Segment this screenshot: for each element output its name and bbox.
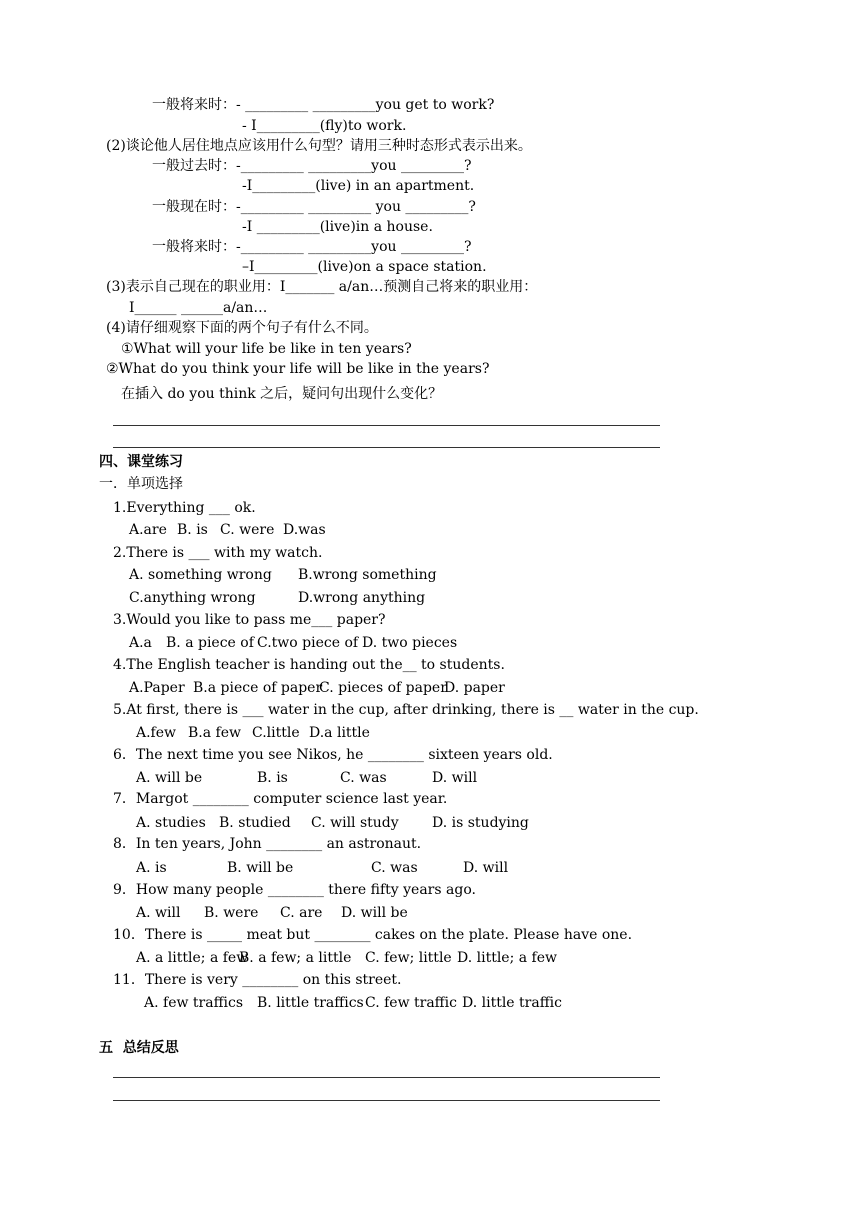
answer-option: A.Paper xyxy=(129,680,185,696)
text-line: ②What do you think your life will be like in the years? xyxy=(106,361,490,377)
answer-option: A.few xyxy=(136,725,177,741)
answer-option: C.two piece of xyxy=(257,635,359,651)
answer-option: D. paper xyxy=(444,680,505,696)
answer-option: D.was xyxy=(283,522,326,538)
text-line: - I_________(fly)to work. xyxy=(242,118,407,134)
answer-option: A. something wrong xyxy=(129,567,272,583)
answer-option: A. is xyxy=(136,860,167,876)
answer-option: B. is xyxy=(177,522,208,538)
answer-option: C.little xyxy=(252,725,300,741)
question-stem: 5.At first, there is ___ water in the cup, after drinking, there is __ water in the cup. xyxy=(113,702,699,718)
answer-option: B. a few; a little xyxy=(239,950,352,966)
answer-option: A.a xyxy=(129,635,152,651)
subsection-heading: 一．单项选择 xyxy=(99,476,183,492)
text-line: I______ ______a/an… xyxy=(129,300,268,316)
answer-option: D.a little xyxy=(309,725,370,741)
answer-option: A. will xyxy=(136,905,181,921)
answer-option: A.are xyxy=(129,522,167,538)
answer-option: D. will be xyxy=(341,905,408,921)
answer-option: C. few traffic xyxy=(365,995,457,1011)
text-line: (2)谈论他人居住地点应该用什么句型？请用三种时态形式表示出来。 xyxy=(106,138,532,154)
answer-option: B.a few xyxy=(188,725,241,741)
answer-line xyxy=(113,447,660,448)
answer-option: B. were xyxy=(204,905,259,921)
answer-option: B. studied xyxy=(219,815,291,831)
answer-option: C. were xyxy=(220,522,275,538)
answer-option: C. few; little xyxy=(365,950,452,966)
answer-option: D. will xyxy=(463,860,509,876)
question-stem: 9．How many people ________ there fifty years ago. xyxy=(113,882,476,898)
answer-option: C. pieces of paper xyxy=(319,680,447,696)
text-line: (3)表示自己现在的职业用：I_______ a/an…预测自己将来的职业用： xyxy=(106,279,538,295)
answer-option: D. two pieces xyxy=(362,635,458,651)
question-stem: 11．There is very ________ on this street. xyxy=(113,972,402,988)
answer-option: D. will xyxy=(432,770,478,786)
answer-option: D. little traffic xyxy=(462,995,562,1011)
answer-option: B. is xyxy=(257,770,288,786)
text-line: 一般将来时：- _________ _________you get to work? xyxy=(152,97,495,113)
answer-line xyxy=(113,425,660,426)
answer-option: D.wrong anything xyxy=(298,590,426,606)
question-stem: 3.Would you like to pass me___ paper? xyxy=(113,612,386,628)
answer-option: C. will study xyxy=(311,815,399,831)
question-stem: 2.There is ___ with my watch. xyxy=(113,545,323,561)
text-line: 一般将来时：-_________ _________you _________? xyxy=(152,239,472,255)
question-stem: 4.The English teacher is handing out the__ to students. xyxy=(113,657,505,673)
question-stem: 7．Margot ________ computer science last year. xyxy=(113,791,448,807)
section-heading: 五 总结反思 xyxy=(99,1040,179,1056)
answer-option: A. will be xyxy=(136,770,203,786)
question-stem: 10．There is _____ meat but ________ cakes on the plate. Please have one. xyxy=(113,927,633,943)
answer-option: D. little; a few xyxy=(457,950,558,966)
text-line: –I_________(live)on a space station. xyxy=(242,259,487,275)
section-heading: 四、课堂练习 xyxy=(99,454,183,470)
answer-option: B. will be xyxy=(227,860,294,876)
answer-option: A. few traffics xyxy=(144,995,244,1011)
text-line: 在插入 do you think 之后，疑问句出现什么变化？ xyxy=(121,386,443,402)
answer-option: A. a little; a few xyxy=(136,950,249,966)
answer-line xyxy=(113,1100,660,1101)
question-stem: 8．In ten years, John ________ an astronaut. xyxy=(113,836,422,852)
answer-option: C. was xyxy=(371,860,418,876)
text-line: 一般现在时：-_________ _________ you _________? xyxy=(152,199,476,215)
text-line: -I_________(live) in an apartment. xyxy=(242,178,475,194)
text-line: (4)请仔细观察下面的两个句子有什么不同。 xyxy=(106,320,378,336)
text-line: 一般过去时：-_________ _________you _________? xyxy=(152,158,472,174)
question-stem: 6．The next time you see Nikos, he ________ sixteen years old. xyxy=(113,747,553,763)
answer-option: B.wrong something xyxy=(298,567,437,583)
text-line: ①What will your life be like in ten years? xyxy=(121,341,412,357)
text-line: -I _________(live)in a house. xyxy=(242,219,433,235)
answer-option: B. little traffics xyxy=(257,995,364,1011)
answer-option: D. is studying xyxy=(432,815,529,831)
answer-option: C.anything wrong xyxy=(129,590,256,606)
answer-option: A. studies xyxy=(136,815,206,831)
answer-option: B.a piece of paper xyxy=(193,680,323,696)
answer-option: C. are xyxy=(280,905,323,921)
question-stem: 1.Everything ___ ok. xyxy=(113,500,256,516)
answer-line xyxy=(113,1077,660,1078)
answer-option: B. a piece of xyxy=(166,635,254,651)
answer-option: C. was xyxy=(340,770,387,786)
